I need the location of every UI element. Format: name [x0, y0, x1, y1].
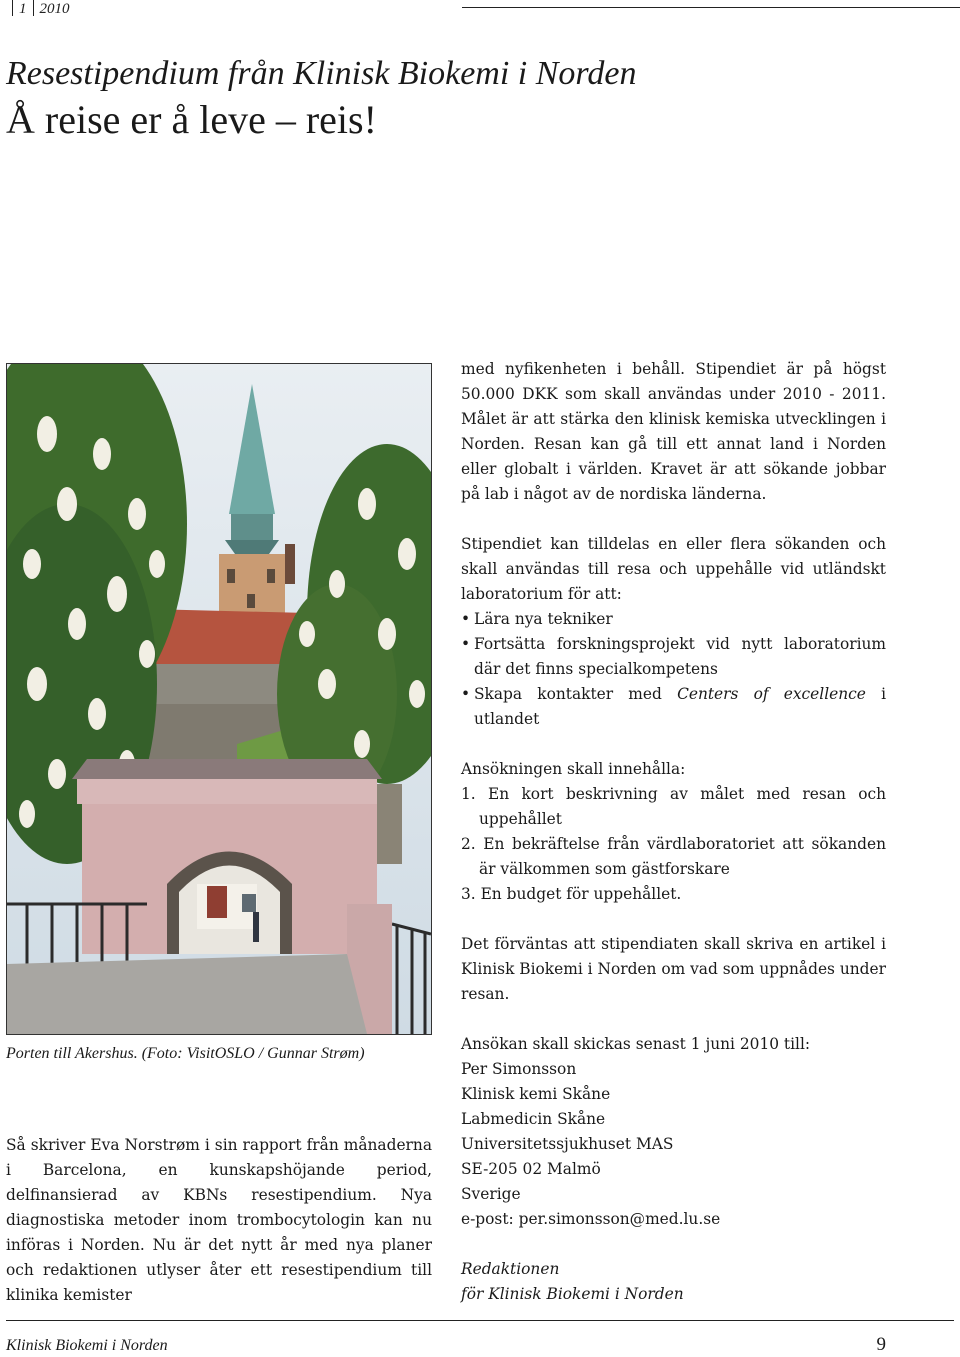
article-kicker: Resestipendium från Klinisk Biokemi i Norden [6, 55, 637, 92]
left-body-paragraph: Så skriver Eva Norstrøm i sin rapport från månaderna i Barcelona, en kunskapshöjande period, delfinansierad av KBNs resestipendium. Nya diagnostiska metoder inom trombocytologin kan nu införas i Norden. Nu är det nytt år med nya planer och redaktionen utlyser åter ett resestipendium till klinika kemister [6, 1136, 432, 1304]
application-lead: Ansökningen skall innehålla: [461, 760, 686, 778]
footer-journal: Klinisk Biokemi i Norden [6, 1337, 168, 1354]
application-list [461, 782, 886, 907]
caption-credit: (Foto: VisitOSLO / Gunnar Strøm) [141, 1045, 365, 1062]
address-line: Per Simonsson [461, 1060, 577, 1078]
issue-year: 2010 [39, 1, 70, 17]
address-line: Sverige [461, 1185, 521, 1203]
address-line: SE-205 02 Malmö [461, 1160, 601, 1178]
application-section [461, 757, 886, 907]
page-number: 9 [876, 1334, 886, 1355]
expectation-paragraph: Det förväntas att stipendiaten skall skriva en artikel i Klinisk Biokemi i Norden om vad som uppnådes under resan. [461, 935, 886, 1003]
purpose-item: • Fortsätta forskningsprojekt vid nytt laboratorium där det finns specialkompetens [461, 632, 886, 682]
address-line: Klinisk kemi Skåne [461, 1085, 611, 1103]
header-rule [462, 7, 960, 8]
purpose-list [461, 607, 886, 732]
purpose-item [461, 682, 886, 732]
issue-number: 1 [19, 1, 27, 17]
issue-divider [33, 0, 34, 16]
purpose-item: • Lära nya tekniker [461, 607, 886, 632]
caption-place: Porten till Akershus. [6, 1045, 138, 1062]
address-line: Labmedicin Skåne [461, 1110, 606, 1128]
photo-caption [6, 1043, 432, 1065]
address-block [461, 1032, 886, 1232]
intro-paragraph: med nyfikenheten i behåll. Stipendiet är på högst 50.000 DKK som skall användas under 2010 - 2011. Målet är att stärka den klinisk kemiska utvecklingen i Norden. Resan kan gå till ett annat land i Norden eller globalt i världen. Kravet är att sökande jobbar på lab i något av de nordiska länderna. [461, 360, 886, 503]
application-item: 1. En kort beskrivning av målet med resan och uppehållet [461, 785, 886, 828]
address-line: Universitetssjukhuset MAS [461, 1135, 674, 1153]
purpose-text-end: i utlandet [474, 685, 886, 728]
akershus-gate-photo [6, 363, 432, 1035]
footer-rule [6, 1320, 954, 1321]
address-lead: Ansökan skall skickas senast 1 juni 2010 till: [461, 1035, 811, 1053]
application-item: 2. En bekräftelse från värdlaboratoriet att sökanden är välkommen som gästforskare [461, 835, 886, 878]
stipend-lead: Stipendiet kan tilldelas en eller flera sökanden och skall användas till resa och uppehålle vid utländskt laboratorium för att: [461, 535, 886, 603]
centers-of-excellence: Centers of excellence [677, 685, 866, 703]
signature [461, 1257, 886, 1307]
purpose-text: Skapa kontakter med [474, 685, 678, 703]
application-item: 3. En budget för uppehållet. [461, 885, 682, 903]
signature-line: för Klinisk Biokemi i Norden [461, 1285, 684, 1303]
email-link[interactable]: e-post: per.simonsson@med.lu.se [461, 1210, 721, 1228]
issue-divider-left [12, 0, 13, 16]
right-column [461, 357, 886, 1307]
issue-label [6, 0, 70, 18]
stipend-section [461, 532, 886, 732]
signature-line: Redaktionen [461, 1260, 560, 1278]
article-title: Å reise er å leve – reis! [6, 97, 377, 142]
